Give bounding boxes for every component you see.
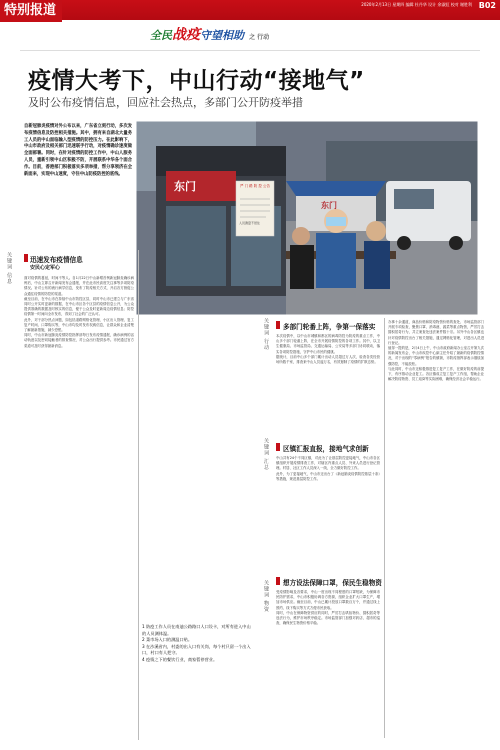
section-right-para-2: 同时，中山在保障物资供应的同时，严厉打击哄抬物价、囤积居奇等违法行为，维护市场秩序稳定。市场监管部门加强对药店、超市的巡查，确保民生物资价格平稳。 (276, 610, 380, 626)
section-right-body (276, 590, 380, 626)
header-meta: 2020年2月13日 星期四 编辑 杜丹华 设计 余淑虹 校对 谢胜利 (361, 2, 472, 7)
photo-caption (142, 624, 252, 664)
section-mid-para-1: 本次疫情中，以中山市城镇和都区的病毒防控为防疫的重点工作，中山多个部门轮番上阵，在全市开展疫情防控的各项工作。其中，以卫生健康局、市场监管局、交通运输局、公安局等多部门协同联动，落实各项防控措施，守护中山市民的健康。 (276, 334, 380, 354)
column-divider-2 (384, 318, 385, 738)
notice-title: 严 门 路 防 控 公告 (239, 184, 271, 188)
section-left-para-1: 面对疫情的蔓延，时间不等人。自1月22日中山新增首例新冠肺炎确诊病例后，中山立即召开新闻发布会通报，并在此市民高度关注事等多项防疫情况。针对公布的流行病学信息，发布了防疫相关方式，开启各方督促公众通往疫情的防控的渠道。 (24, 276, 134, 296)
page-header (0, 0, 500, 44)
column-divider-1 (138, 250, 139, 740)
notice-body: 人员测量不居住 (239, 221, 261, 225)
section-left-para-4: 同时，中山市新冠肺炎疫情防控指挥部每日发布疫情通报，确诊病例的活动轨迹以及密切接触者的排查情况，对公众出行提供参考。市民通过官方渠道可及时获得最新消息。 (24, 333, 134, 348)
side-label-left: 关键词 信息 (6, 252, 12, 285)
section-right-title: 想方设法保障口罩，保民生稳物资 (283, 579, 382, 587)
section-tag: 特别报道 (0, 0, 62, 22)
section-mid-body-2 (276, 456, 380, 482)
campaign-word-2: 战疫 (172, 27, 200, 43)
campaign-banner (150, 24, 390, 44)
section-marker-mid-1 (276, 321, 280, 329)
campaign-word-1: 全民 (150, 29, 172, 42)
tent-sign-text: 东门 (321, 201, 337, 210)
side-label-mid-2: 关键词 汇总 (263, 438, 269, 471)
section-left-title: 迅速发布疫情信息 (30, 256, 83, 264)
news-photo (136, 121, 478, 315)
section-mid-title-1: 多部门轮番上阵，争第一保落实 (283, 323, 376, 331)
page-title: 疫情大考下，中山行动“接地气” (28, 68, 365, 94)
campaign-word-3: 守望相助 (200, 29, 244, 42)
caption-line-1: 1 防疫工作人员在南迪公路路口人口设卡，对所有进入中山的人员测体温。 (142, 624, 251, 636)
lead-paragraph: 自新冠肺炎疫情对外公布以来，广东省立刻行动，多次发布疫情信息及防控相关措施。其中，拥有来自湖北大量务工人员的中山面临输入型疫情的防控压力。在此影响下，中山市政府及相关部门迅速联手行动，对疫情确诊速度做全面部署。同时，在针对疫情的防控工作中，中山人服务人员，重新引领中山区积极不防，开展联系中华各个面合作。目前，香港部门积极落实多项举措，帮分享领济在全新面来，实现中山速度，守住中山防疫防控的底线。 (24, 124, 132, 177)
shop-sign-text: 东门 (174, 180, 196, 193)
campaign-word-4: 之 行动 (249, 34, 270, 41)
side-label-mid-1: 关键词 行动 (263, 318, 269, 351)
caption-line-4: 4 疫情之下的餐饮行业，商家暂停营业。 (142, 656, 218, 662)
header-divider (20, 50, 480, 51)
section-left-para-3: 此外，对于部分热点问题，如包括道路网格化管理、小区出入管理、复工复产时间、口罩购买等，中山市均及时发布权威信息，让群众和企业清楚了解最新措施，减少恐慌。 (24, 317, 134, 333)
section-left-body (24, 276, 134, 349)
section-left-para-2: 截至目前，在中山市在持续中山市防控区县，同时中山市已建立与广东省同时公开实时更新的数据，在中山市区各个区县的疫情信息公开，为公众提供准确的数据及时核实的信息，便于公众及时更新周边疫情信息；防控疫情第一时间向全市发布，得到了社会的广泛认可。 (24, 296, 134, 317)
page-subtitle: 及时公布疫情信息，回应社会热点，多部门公开防疫举措 (28, 96, 303, 109)
section-mid-title-2: 区镇汇报直报，接地气求创新 (283, 445, 369, 453)
section-marker-right (276, 577, 280, 585)
far-right-para-1: 办事十余通道，商品价格和防疫物资价格的查处、市场监管部门开展专项检查，聚焦口罩、消毒液、蔬菜等重点物资，严厉打击囤积居奇行为，共立案查处违法案件数十宗。另外中山各区镇也针对疫情防控出台了相关措施，通过网格化管理，对进出人员进行登记。 (388, 320, 484, 345)
far-right-para-3: 与此同时，中山市还积极推进复工复产工作，在做好防疫的前提下，有序推动企业复工。各区镇成立复工复产工作组，帮助企业解决防疫物资、员工返岗等实际困难，确保经济社会平稳运行。 (388, 366, 484, 382)
section-marker-left (24, 254, 28, 262)
section-right-para-1: 受疫情影响及各要求，中山一度出现不同程度的口罩短缺，为保障市民防护需求，中山市积极协调各方资源，组织企业扩大口罩生产，增加市场供应。截至目前，中山已累计投放口罩数百万个，并通过线上预约、线下购买等方式方便市民获取。 (276, 590, 380, 610)
section-mid-para-1b: 据统计，目前中山多个部门累计出动人员超过万人次，检查各类经营场所数千家，排查来中山人员逾万名，有效遏制了疫情的扩散态势。 (276, 354, 380, 365)
section-mid-para-2b: 此外，为了更接地气，中山市还出台了《新冠肺炎疫情防控基层十条》等措施，规范基层防控工作。 (276, 471, 380, 481)
section-left-subtitle: 安民心定军心 (30, 265, 61, 271)
section-mid-body-1 (276, 334, 380, 365)
news-photo-illustration (136, 121, 478, 315)
far-right-para-2: 值得一提的是，2月4日上午，中山市政府新闻办公室召开第九次的新闻发布会，中山市疾控中心副主任介绍了最新的疫情防控情况，对于出现的“零病例”报告的镇街，市防疫指挥部表示继续加强防控，不能放松。 (388, 346, 484, 366)
caption-line-3: 3 在沙溪省内，村委的出入口有关岗，每个村只留一个出入口，村口有人把守。 (142, 643, 251, 656)
section-far-right-body (388, 320, 484, 382)
section-mid-para-2: 中山共有24个不同区镇，对此为了让基层防控更接地气，中山市各区镇组织开展疫情排查工作，对辖区内重点人员、外来人员进行登记管理。村居、社区工作人员深入一线，全力做好防控工作。 (276, 456, 380, 471)
caption-line-2: 2 菜市场入口的测温口贴。 (142, 637, 193, 643)
edition-number: B02 (478, 1, 496, 10)
side-label-mid-3: 关键词 物资 (263, 580, 269, 613)
section-marker-mid-2 (276, 443, 280, 451)
